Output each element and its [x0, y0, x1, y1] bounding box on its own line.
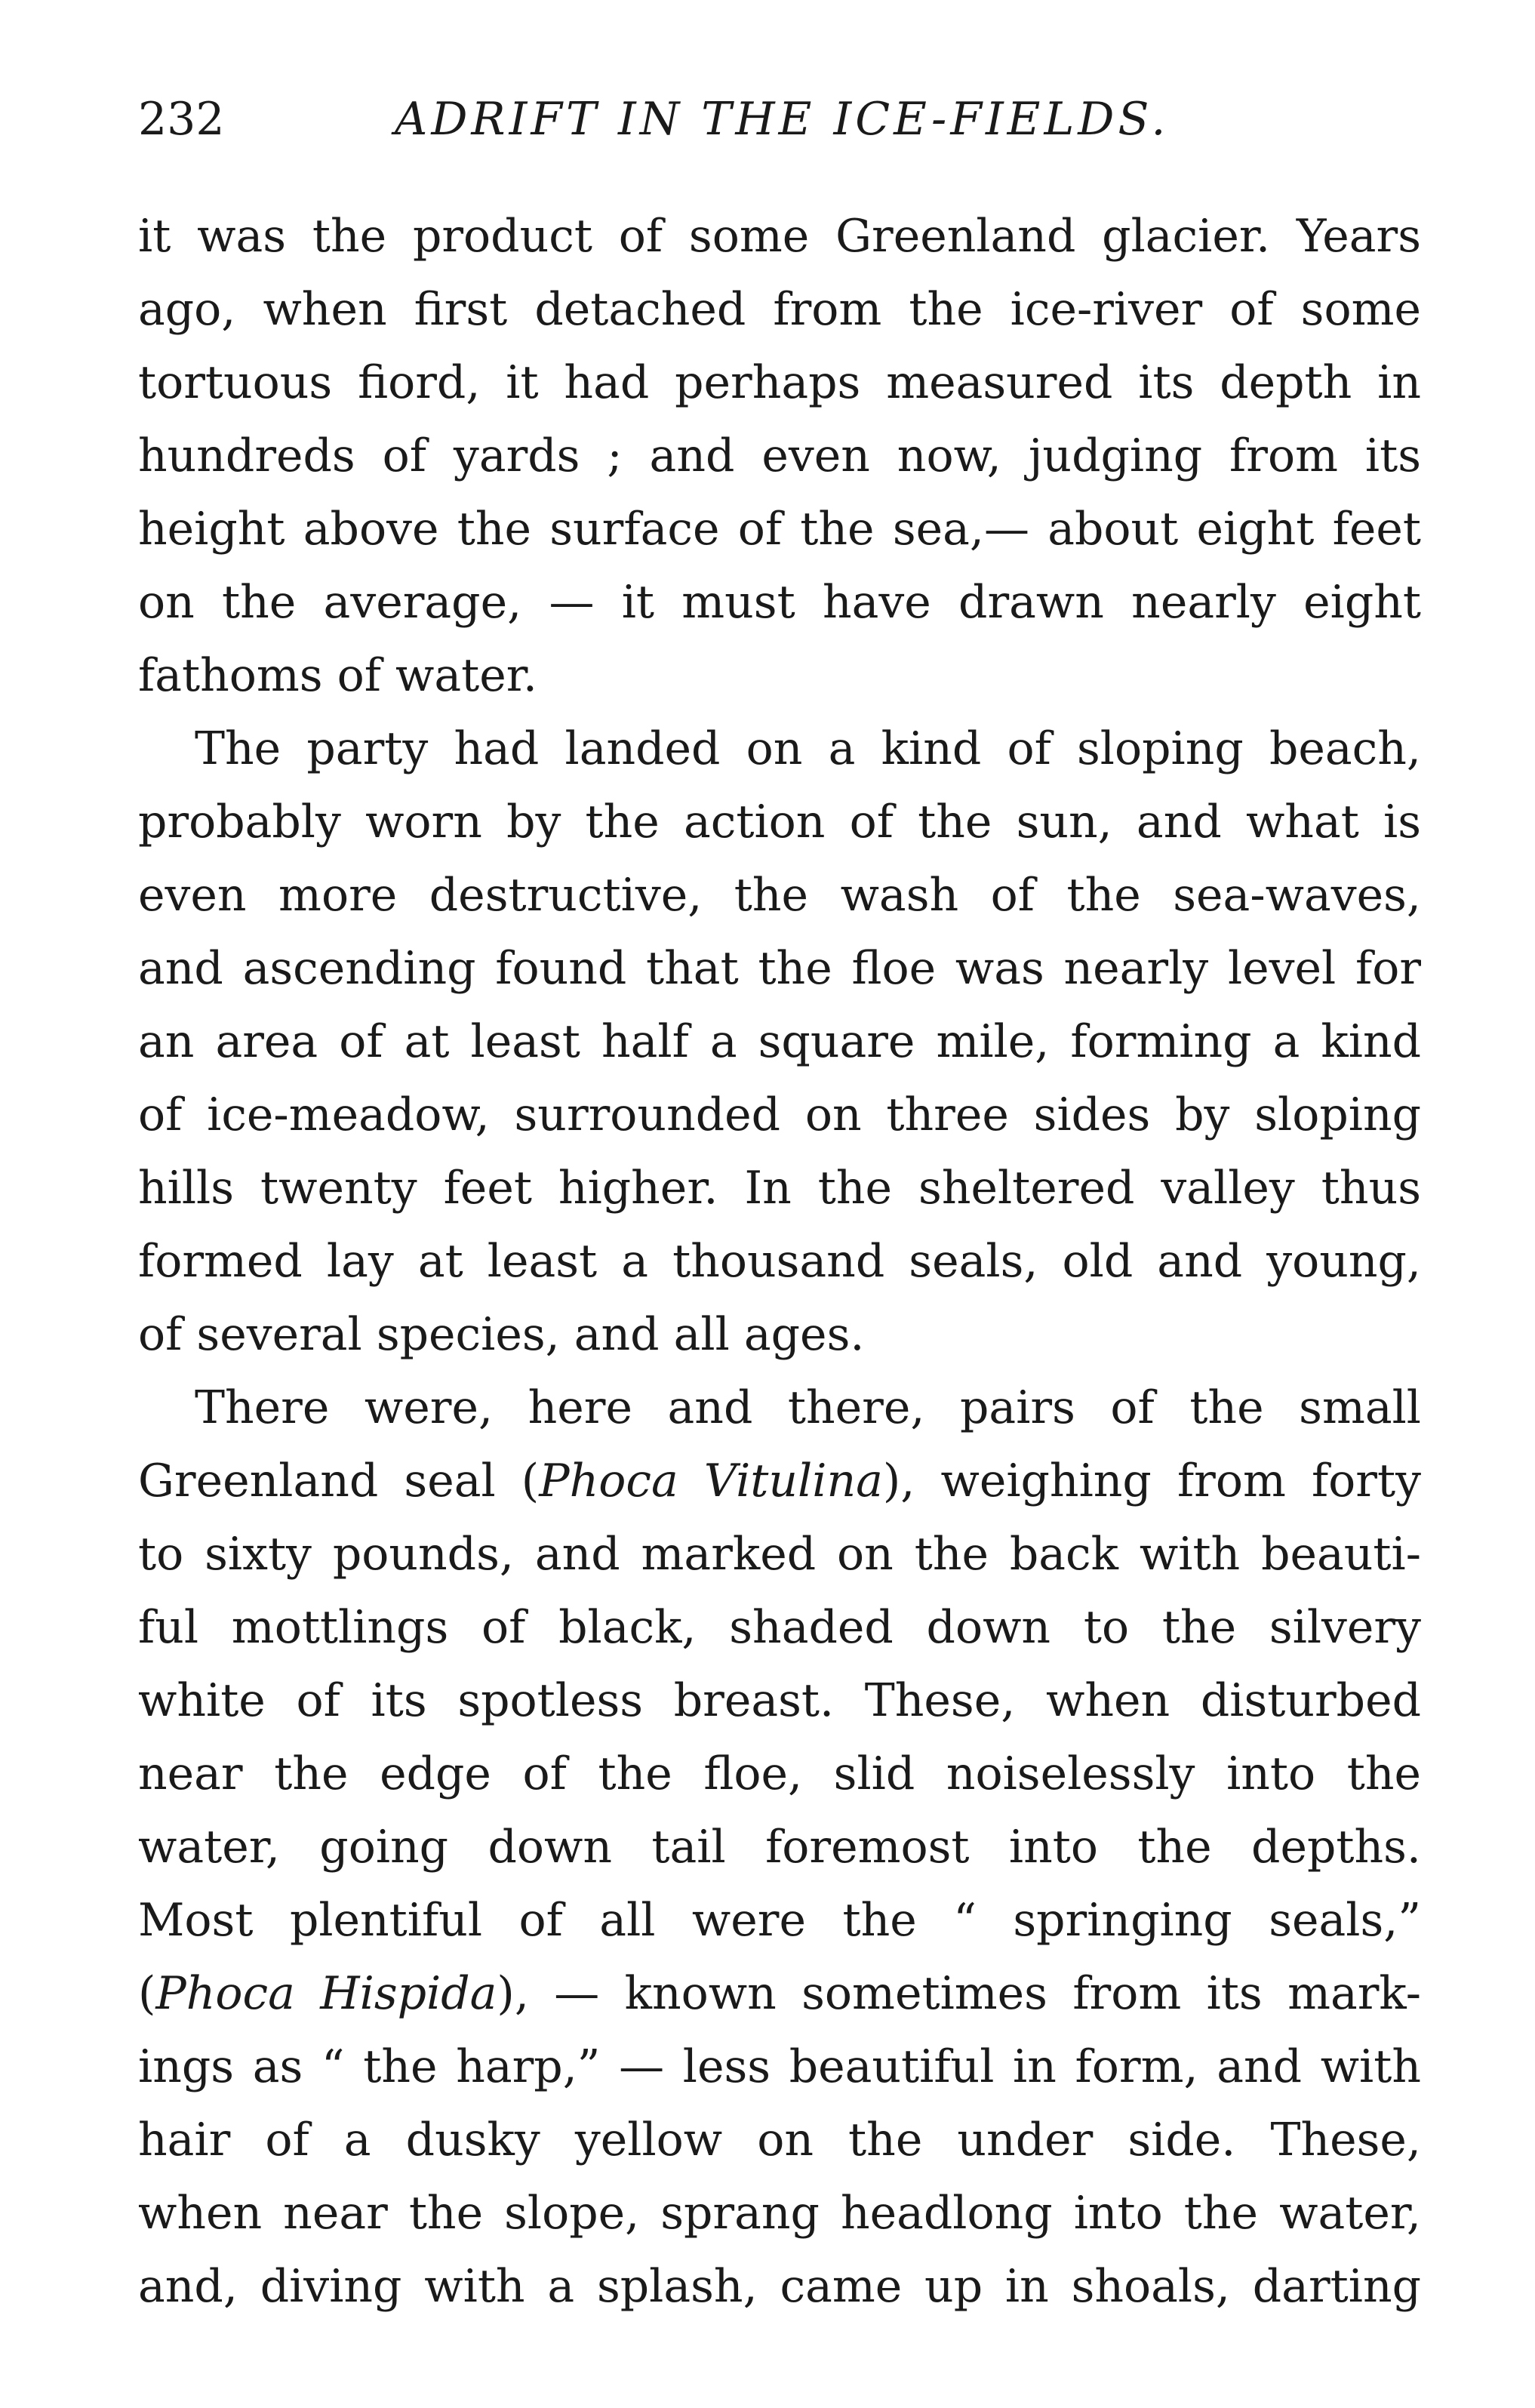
text-line: tortuous fiord, it had perhaps measured its depth in — [138, 356, 1421, 409]
text-line: probably worn by the action of the sun, and what is — [138, 796, 1421, 848]
text-line: formed lay at least a thousand seals, old and young, — [138, 1235, 1421, 1288]
text-line: water, going down tail foremost into the depths. — [138, 1821, 1421, 1874]
text-line: and, diving with a splash, came up in shoals, darting — [138, 2260, 1421, 2313]
paragraph — [138, 713, 1421, 1372]
text-line: even more destructive, the wash of the sea-waves, — [138, 869, 1421, 922]
text-line: height above the surface of the sea,— about eight feet — [138, 503, 1421, 556]
text-line: Greenland seal (Phoca Vitulina), weighing from forty — [138, 1455, 1421, 1507]
running-title: ADRIFT IN THE ICE-FIELDS. — [395, 93, 1170, 146]
text-line: near the edge of the floe, slid noiselessly into the — [138, 1747, 1421, 1800]
species-name: Phoca Hispida — [155, 1967, 497, 2020]
text-line: and ascending found that the floe was nearly level for — [138, 942, 1421, 995]
text-line: fathoms of water. — [138, 649, 537, 702]
text-line: on the average, — it must have drawn nearly eight — [138, 576, 1421, 629]
text-line: of several species, and all ages. — [138, 1308, 865, 1361]
text-line: to sixty pounds, and marked on the back with beauti- — [138, 1528, 1421, 1581]
text-line: when near the slope, sprang headlong into the water, — [138, 2187, 1421, 2240]
paragraph — [138, 1372, 1421, 2323]
text-line: hills twenty feet higher. In the sheltered valley thus — [138, 1162, 1421, 1215]
text-line: There were, here and there, pairs of the small — [195, 1381, 1421, 1434]
text-line: Most plentiful of all were the “ springing seals,” — [138, 1894, 1421, 1947]
text-line: The party had landed on a kind of sloping beach, — [195, 722, 1421, 775]
text-line: hair of a dusky yellow on the under side. These, — [138, 2114, 1421, 2166]
text-line: an area of at least half a square mile, forming a kind — [138, 1015, 1421, 1068]
text-line: ful mottlings of black, shaded down to the silvery — [138, 1601, 1421, 1654]
species-name: Phoca Vitulina — [539, 1455, 883, 1507]
text-line: ago, when first detached from the ice-river of some — [138, 283, 1421, 336]
body-text — [138, 200, 1421, 2323]
text-line: it was the product of some Greenland glacier. Years — [138, 210, 1421, 263]
text-line: ings as “ the harp,” — less beautiful in form, and with — [138, 2040, 1421, 2093]
page-number: 232 — [138, 93, 225, 146]
text-line: white of its spotless breast. These, when disturbed — [138, 1674, 1421, 1727]
text-line: (Phoca Hispida), — known sometimes from its mark- — [138, 1967, 1421, 2020]
text-line: hundreds of yards ; and even now, judging from its — [138, 430, 1421, 482]
paragraph — [138, 200, 1421, 713]
book-page — [138, 0, 1421, 2408]
page-header — [138, 89, 1421, 149]
text-line: of ice-meadow, surrounded on three sides by sloping — [138, 1089, 1421, 1141]
